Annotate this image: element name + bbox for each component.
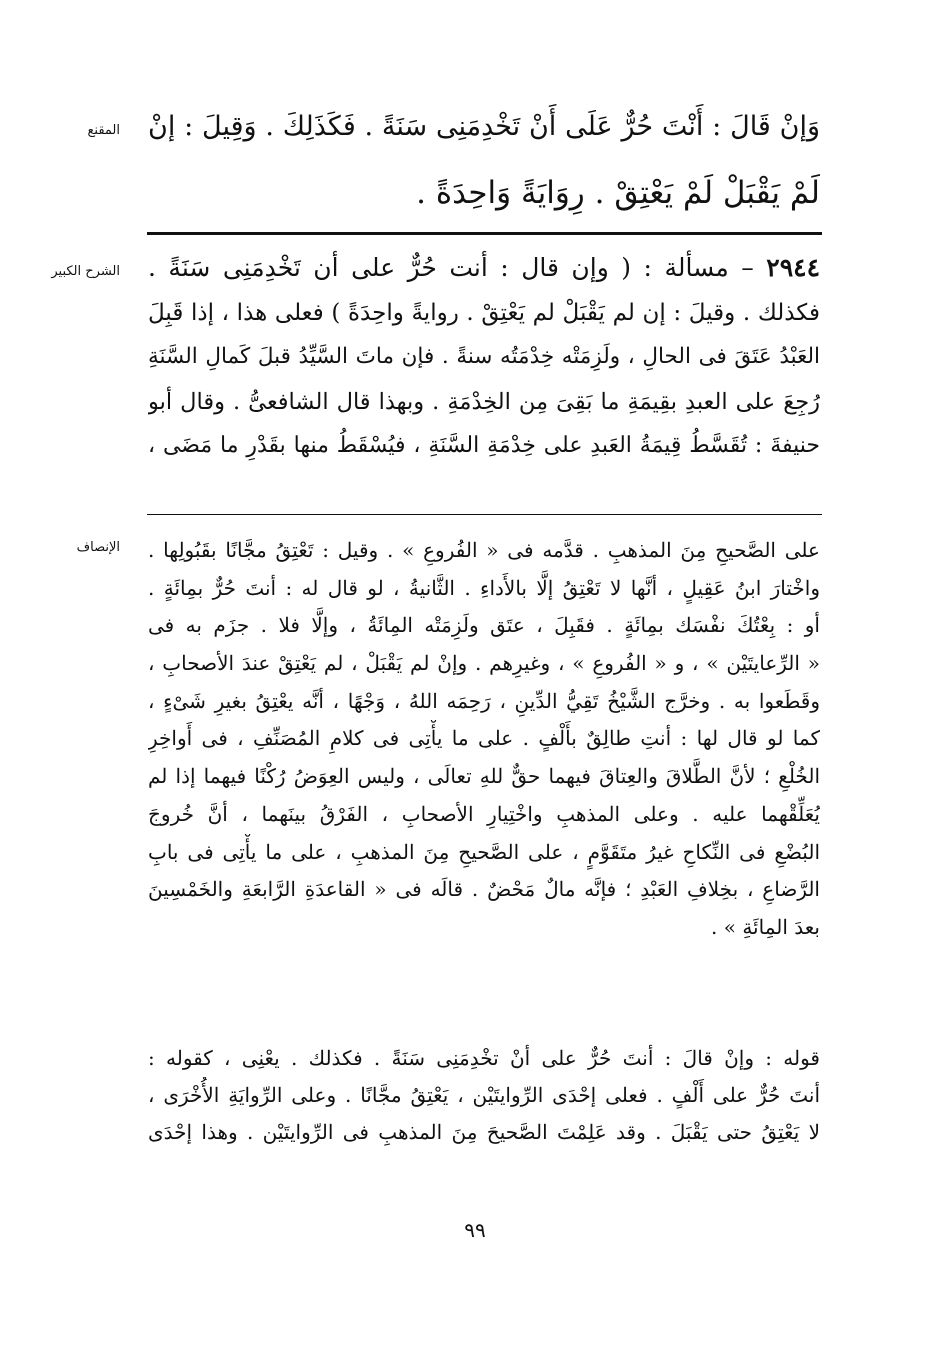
label-muqni: المقنع xyxy=(87,123,120,138)
insaf-line: كما لو قال لها : أنتِ طالِقٌ بأَلْفٍ . على ما يأْتِى فى كلامِ المُصَنِّفِ ، فى أَواخِرِ xyxy=(148,726,820,751)
qawl-text xyxy=(148,1040,820,1151)
qawl-line: أنتَ حُرٌّ على أَلْفٍ . فعلى إحْدَى الرِّوايتَيْن ، يَعْتِقُ مجَّانًا . وعلى الرِّوايَةِ الأُخْرَى ، xyxy=(148,1083,820,1107)
insaf-line: واخْتارَ ابنُ عَقِيلٍ ، أنَّها لا تَعْتِقُ إلَّا بالأَداءِ . الثَّانيةُ ، لو قال له : أنتَ حُرٌّ بمِائَةٍ . xyxy=(148,575,820,600)
insaf-line: بعدَ المِائَةِ » . xyxy=(711,914,820,939)
qawl-line: لا يَعْتِقُ حتى يَقْبَلَ . وقد عَلِمْتَ الصَّحيحَ مِنَ المذهبِ فى الرِّوايتَيْن . وهذا إحْدَى xyxy=(148,1120,820,1144)
insaf-line: الخُلْعِ ؛ لأنَّ الطَّلاقَ والعِتاقَ فيهما حقٌّ للهِ تعالَى ، وليس العِوَضُ رُكْنًا فيهما إذا لم xyxy=(148,764,820,789)
label-insaf: الإنصاف xyxy=(76,540,120,555)
insaf-text xyxy=(148,532,820,947)
sharh-line: العَبْدُ عَتَقَ فى الحالِ ، ولَزِمَتْه خِدْمَتُه سنةً . فإن ماتَ السَّيِّدُ قبلَ كَمالِ السَّنَةِ xyxy=(148,344,820,369)
sharh-first-line-text: – مسألة : ( وإن قال : أنت حُرٌّ على أن تَخْدِمَنِى سَنَةً . xyxy=(148,253,754,282)
sharh-line-first xyxy=(148,246,820,291)
section-divider-thin xyxy=(147,514,822,515)
insaf-line: وقَطَعوا به . وخرَّج الشَّيْخُ تَقِيُّ الدِّينِ ، رَحِمَه اللهُ ، وَجْهًا ، أنَّه يعْتِقُ بغيرِ شَىْءٍ ، xyxy=(148,688,820,713)
section-divider-thick xyxy=(147,232,822,235)
insaf-line: أو : بِعْتُكَ نفْسَك بمِائَةٍ . فقَبِلَ ، عتَق ولَزِمَتْه المِائَةُ ، وإلَّا فلا . جزَم به فى xyxy=(148,613,820,638)
sharh-text xyxy=(148,246,820,469)
insaf-line: البُضْعِ فى النِّكاحِ غيرُ متَقَوَّمٍ ، على الصَّحيحِ مِنَ المذهبِ ، على ما يأْتِى فى بابِ xyxy=(148,839,820,864)
sharh-line: فكذلك . وقيلَ : إن لم يَقْبَلْ لم يَعْتِقْ . روايةً واحِدَةً ) فعلى هذا ، إذا قَبِلَ xyxy=(148,299,820,326)
insaf-line: « الرِّعايتَيْن » ، و « الفُروعِ » ، وغيرِهم . وإنْ لم يَقْبَلْ ، لم يَعْتِقْ عندَ الأصحابِ ، xyxy=(148,651,820,676)
issue-number: ٢٩٤٤ xyxy=(766,253,820,282)
insaf-line: الرَّضاعِ ، بخِلافِ العَبْدِ ؛ فإنَّه مالٌ مَحْضٌ . قالَه فى « القاعدَةِ الرَّابعَةِ والخَمْسِينَ xyxy=(148,877,820,902)
insaf-line: يُعَلِّقْهما عليه . وعلى المذهبِ واخْتِيارِ الأصحابِ ، الفَرْقُ بينَهما ، أنَّ خُروجَ xyxy=(148,801,820,826)
sharh-line: حنيفةَ : تُقَسَّطُ قِيمَةُ العَبدِ على خِدْمَةِ السَّنَةِ ، فيُسْقَطُ منها بقَدْرِ ما مَضَى ، xyxy=(148,433,820,458)
insaf-line: على الصَّحيحِ مِنَ المذهبِ . قدَّمه فى « الفُروعِ » . وقيل : تَعْتِقُ مجَّانًا بقَبُولِها . xyxy=(148,538,820,562)
muqni-line: وَإنْ قَالَ : أَنْتَ حُرٌّ عَلَى أَنْ تَخْدِمَنِى سَنَةً . فَكَذَلِكَ . وَقِيلَ : إنْ xyxy=(148,111,820,142)
muqni-text xyxy=(148,93,820,227)
muqni-line: لَمْ يَقْبَلْ لَمْ يَعْتِقْ . رِوَايَةً وَاحِدَةً . xyxy=(416,175,820,211)
sharh-line: رُجِعَ على العبدِ بقِيمَةِ ما بَقِىَ مِن الخِدْمَةِ . وبهذا قال الشافعىُّ . وقال أبو xyxy=(148,388,820,415)
page-number: ٩٩ xyxy=(464,1218,486,1242)
label-sharh-kabir: الشرح الكبير xyxy=(51,264,120,279)
qawl-line: قوله : وإنْ قالَ : أنتَ حُرٌّ على أنْ تخْدِمَنِى سَنَةً . فكذلك . يعْنِى ، كقوله : xyxy=(148,1046,820,1070)
